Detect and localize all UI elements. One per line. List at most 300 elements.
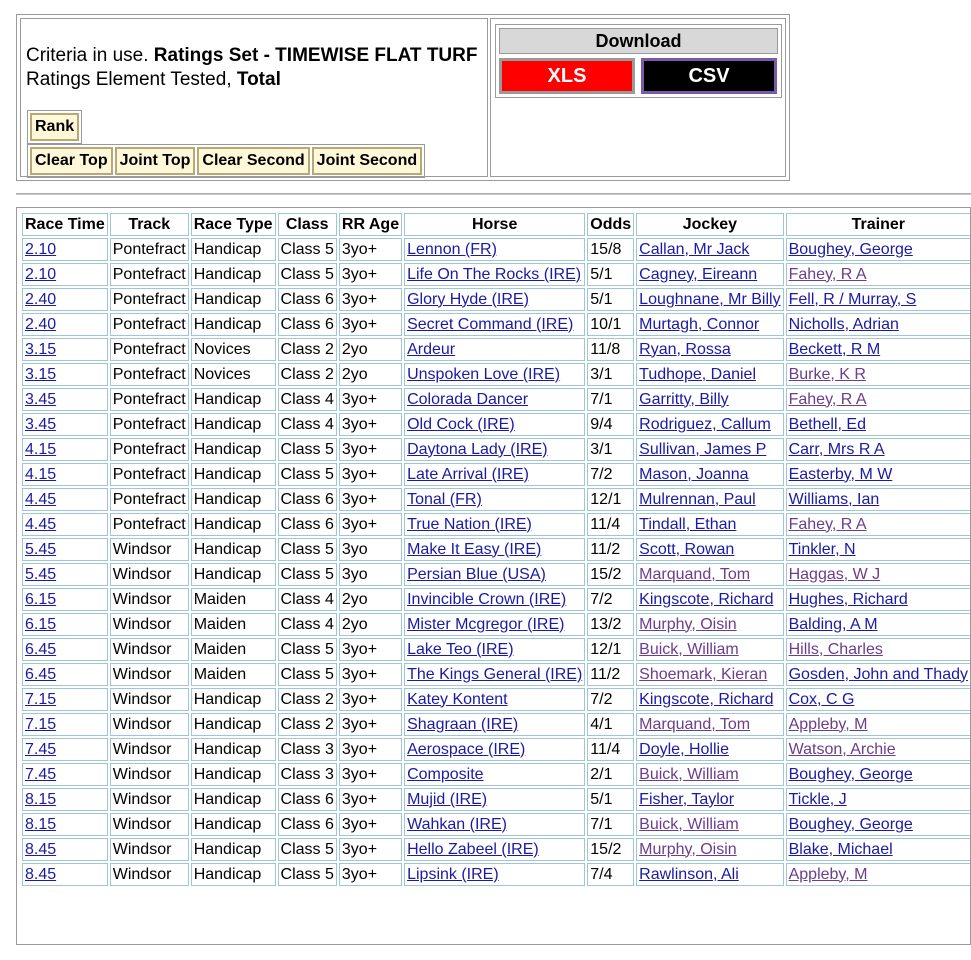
jockey-link[interactable]: Marquand, Tom — [639, 565, 751, 583]
horse-link[interactable]: Aerospace (IRE) — [407, 740, 526, 758]
header-rr-age: RR Age — [339, 213, 402, 236]
track-cell: Windsor — [110, 713, 189, 736]
horse-cell — [404, 538, 585, 561]
horse-cell — [404, 738, 585, 761]
trainer-cell — [786, 588, 971, 611]
class-cell: Class 5 — [278, 563, 337, 586]
joint-second-button[interactable]: Joint Second — [312, 147, 422, 175]
odds-cell: 3/1 — [587, 363, 634, 386]
table-row — [22, 663, 971, 686]
track-cell: Pontefract — [110, 513, 189, 536]
trainer-link[interactable]: Hughes, Richard — [788, 590, 908, 608]
track-cell: Pontefract — [110, 388, 189, 411]
header-race-time: Race Time — [22, 213, 108, 236]
rank-button[interactable]: Rank — [30, 113, 79, 141]
class-cell: Class 6 — [278, 513, 337, 536]
jockey-link[interactable]: Murphy, Oisin — [639, 615, 737, 633]
horse-cell — [404, 438, 585, 461]
element-prefix: Ratings Element Tested, — [26, 69, 237, 90]
class-cell: Class 4 — [278, 588, 337, 611]
track-cell: Windsor — [110, 588, 189, 611]
race-time-link[interactable]: 4.15 — [25, 440, 57, 458]
race-time-cell — [22, 338, 108, 361]
race-time-link[interactable]: 6.45 — [25, 665, 57, 683]
trainer-link[interactable]: Burke, K R — [788, 365, 866, 383]
jockey-link[interactable]: Scott, Rowan — [639, 540, 735, 558]
rr-age-cell: 3yo+ — [339, 713, 402, 736]
jockey-link[interactable]: Loughnane, Mr Billy — [639, 290, 781, 308]
horse-link[interactable]: Ardeur — [407, 340, 456, 358]
race-type-cell: Handicap — [191, 838, 276, 861]
race-type-cell: Handicap — [191, 788, 276, 811]
jockey-link[interactable]: Buick, William — [639, 815, 739, 833]
track-cell: Windsor — [110, 538, 189, 561]
trainer-link[interactable]: Fell, R / Murray, S — [788, 290, 917, 308]
rr-age-cell: 3yo+ — [339, 388, 402, 411]
race-time-cell — [22, 663, 108, 686]
race-time-link[interactable]: 8.45 — [25, 840, 57, 858]
jockey-link[interactable]: Murtagh, Connor — [639, 315, 760, 333]
class-cell: Class 3 — [278, 763, 337, 786]
jockey-link[interactable]: Buick, William — [639, 765, 739, 783]
horse-cell — [404, 788, 585, 811]
class-cell: Class 2 — [278, 688, 337, 711]
class-cell: Class 4 — [278, 413, 337, 436]
jockey-cell — [636, 438, 783, 461]
odds-cell: 12/1 — [587, 488, 634, 511]
odds-cell: 15/8 — [587, 238, 634, 261]
odds-cell: 11/2 — [587, 663, 634, 686]
table-body — [22, 238, 971, 886]
jockey-cell — [636, 538, 783, 561]
track-cell: Pontefract — [110, 438, 189, 461]
horse-link[interactable]: Make It Easy (IRE) — [407, 540, 542, 558]
horse-link[interactable]: Lennon (FR) — [407, 240, 497, 258]
race-time-cell — [22, 613, 108, 636]
trainer-link[interactable]: Tinkler, N — [788, 540, 856, 558]
rank-button-group — [27, 110, 82, 144]
table-row — [22, 838, 971, 861]
race-time-cell — [22, 463, 108, 486]
track-cell: Pontefract — [110, 488, 189, 511]
trainer-cell — [786, 488, 971, 511]
trainer-link[interactable]: Fahey, R A — [788, 390, 867, 408]
trainer-link[interactable]: Cox, C G — [788, 690, 855, 708]
trainer-cell — [786, 663, 971, 686]
race-type-cell: Handicap — [191, 313, 276, 336]
horse-link[interactable]: Composite — [407, 765, 484, 783]
race-type-cell: Maiden — [191, 663, 276, 686]
download-xls-button[interactable]: XLS — [499, 58, 635, 94]
race-time-link[interactable]: 5.45 — [25, 540, 57, 558]
track-cell: Windsor — [110, 663, 189, 686]
criteria-cell — [20, 18, 488, 177]
race-type-cell: Handicap — [191, 863, 276, 886]
race-time-link[interactable]: 8.15 — [25, 815, 57, 833]
horse-link[interactable]: Colorada Dancer — [407, 390, 529, 408]
race-time-link[interactable]: 8.15 — [25, 790, 57, 808]
track-cell: Windsor — [110, 788, 189, 811]
horse-link[interactable]: Hello Zabeel (IRE) — [407, 840, 539, 858]
rr-age-cell: 3yo+ — [339, 638, 402, 661]
jockey-cell — [636, 463, 783, 486]
jockey-cell — [636, 613, 783, 636]
horse-cell — [404, 288, 585, 311]
race-time-cell — [22, 538, 108, 561]
race-time-cell — [22, 263, 108, 286]
rr-age-cell: 3yo+ — [339, 813, 402, 836]
trainer-cell — [786, 338, 971, 361]
rr-age-cell: 3yo+ — [339, 663, 402, 686]
class-cell: Class 2 — [278, 713, 337, 736]
jockey-link[interactable]: Fisher, Taylor — [639, 790, 735, 808]
table-row — [22, 388, 971, 411]
table-row — [22, 438, 971, 461]
rr-age-cell: 3yo+ — [339, 288, 402, 311]
horse-link[interactable]: Wahkan (IRE) — [407, 815, 507, 833]
table-row — [22, 738, 971, 761]
trainer-link[interactable]: Fahey, R A — [788, 265, 867, 283]
odds-cell: 10/1 — [587, 313, 634, 336]
odds-cell: 4/1 — [587, 713, 634, 736]
odds-cell: 15/2 — [587, 838, 634, 861]
race-time-cell — [22, 413, 108, 436]
trainer-link[interactable]: Watson, Archie — [788, 740, 896, 758]
criteria-panel — [16, 14, 790, 181]
odds-cell: 5/1 — [587, 288, 634, 311]
race-time-cell — [22, 363, 108, 386]
horse-link[interactable]: Old Cock (IRE) — [407, 415, 515, 433]
jockey-link[interactable]: Marquand, Tom — [639, 715, 751, 733]
results-table-wrapper — [16, 207, 971, 945]
odds-cell: 7/2 — [587, 688, 634, 711]
race-time-link[interactable]: 3.15 — [25, 340, 57, 358]
race-type-cell: Maiden — [191, 613, 276, 636]
jockey-link[interactable]: Rodriguez, Callum — [639, 415, 771, 433]
class-cell: Class 5 — [278, 663, 337, 686]
trainer-link[interactable]: Beckett, R M — [788, 340, 881, 358]
trainer-link[interactable]: Nicholls, Adrian — [788, 315, 899, 333]
race-type-cell: Maiden — [191, 638, 276, 661]
race-type-cell: Handicap — [191, 763, 276, 786]
odds-cell: 2/1 — [587, 763, 634, 786]
jockey-cell — [636, 738, 783, 761]
class-cell: Class 5 — [278, 838, 337, 861]
rr-age-cell: 3yo+ — [339, 263, 402, 286]
horse-cell — [404, 838, 585, 861]
horse-cell — [404, 663, 585, 686]
horse-cell — [404, 713, 585, 736]
odds-cell: 11/8 — [587, 338, 634, 361]
track-cell: Windsor — [110, 738, 189, 761]
jockey-cell — [636, 788, 783, 811]
horse-link[interactable]: Glory Hyde (IRE) — [407, 290, 529, 308]
race-time-link[interactable]: 2.40 — [25, 290, 57, 308]
race-time-cell — [22, 813, 108, 836]
trainer-cell — [786, 613, 971, 636]
table-row — [22, 363, 971, 386]
ratings-element: Total — [236, 69, 281, 90]
race-time-link[interactable]: 5.45 — [25, 565, 57, 583]
class-cell: Class 5 — [278, 263, 337, 286]
horse-cell — [404, 688, 585, 711]
track-cell: Windsor — [110, 763, 189, 786]
jockey-cell — [636, 413, 783, 436]
table-row — [22, 863, 971, 886]
track-cell: Pontefract — [110, 363, 189, 386]
class-cell: Class 6 — [278, 788, 337, 811]
race-time-cell — [22, 588, 108, 611]
trainer-link[interactable]: Boughey, George — [788, 240, 913, 258]
joint-top-button[interactable]: Joint Top — [115, 147, 196, 175]
rr-age-cell: 3yo+ — [339, 313, 402, 336]
clear-second-button[interactable]: Clear Second — [197, 147, 309, 175]
jockey-cell — [636, 513, 783, 536]
race-time-link[interactable]: 6.15 — [25, 590, 57, 608]
trainer-link[interactable]: Fahey, R A — [788, 515, 867, 533]
race-type-cell: Handicap — [191, 513, 276, 536]
track-cell: Windsor — [110, 813, 189, 836]
horse-link[interactable]: Lake Teo (IRE) — [407, 640, 514, 658]
race-time-link[interactable]: 7.45 — [25, 765, 57, 783]
horse-link[interactable]: Lipsink (IRE) — [407, 865, 499, 883]
race-type-cell: Handicap — [191, 688, 276, 711]
race-time-link[interactable]: 7.45 — [25, 740, 57, 758]
odds-cell: 15/2 — [587, 563, 634, 586]
track-cell: Pontefract — [110, 413, 189, 436]
horse-link[interactable]: Persian Blue (USA) — [407, 565, 546, 583]
odds-cell: 12/1 — [587, 638, 634, 661]
trainer-cell — [786, 788, 971, 811]
trainer-link[interactable]: Bethell, Ed — [788, 415, 866, 433]
class-cell: Class 3 — [278, 738, 337, 761]
trainer-link[interactable]: Hills, Charles — [788, 640, 883, 658]
race-type-cell: Maiden — [191, 588, 276, 611]
odds-cell: 13/2 — [587, 613, 634, 636]
jockey-link[interactable]: Garritty, Billy — [639, 390, 729, 408]
race-time-link[interactable]: 4.45 — [25, 515, 57, 533]
class-cell: Class 5 — [278, 638, 337, 661]
header-horse: Horse — [404, 213, 585, 236]
horse-link[interactable]: The Kings General (IRE) — [407, 665, 583, 683]
rr-age-cell: 2yo — [339, 613, 402, 636]
jockey-link[interactable]: Kingscote, Richard — [639, 590, 774, 608]
download-box — [495, 24, 782, 98]
table-row — [22, 713, 971, 736]
race-time-cell — [22, 738, 108, 761]
trainer-cell — [786, 813, 971, 836]
race-time-link[interactable]: 4.45 — [25, 490, 57, 508]
horse-link[interactable]: Mister Mcgregor (IRE) — [407, 615, 565, 633]
track-cell: Pontefract — [110, 463, 189, 486]
rr-age-cell: 2yo — [339, 363, 402, 386]
odds-cell: 7/4 — [587, 863, 634, 886]
race-time-link[interactable]: 2.10 — [25, 265, 57, 283]
trainer-cell — [786, 263, 971, 286]
odds-cell: 11/4 — [587, 738, 634, 761]
jockey-cell — [636, 338, 783, 361]
ratings-set: Ratings Set - TIMEWISE FLAT TURF — [153, 45, 478, 66]
horse-link[interactable]: Daytona Lady (IRE) — [407, 440, 548, 458]
race-time-link[interactable]: 3.45 — [25, 390, 57, 408]
rr-age-cell: 3yo+ — [339, 838, 402, 861]
trainer-link[interactable]: Tickle, J — [788, 790, 847, 808]
horse-cell — [404, 763, 585, 786]
trainer-cell — [786, 738, 971, 761]
horse-cell — [404, 613, 585, 636]
trainer-link[interactable]: Carr, Mrs R A — [788, 440, 885, 458]
class-cell: Class 5 — [278, 463, 337, 486]
horse-link[interactable]: Invincible Crown (IRE) — [407, 590, 567, 608]
jockey-cell — [636, 488, 783, 511]
horse-cell — [404, 488, 585, 511]
criteria-ratings-line — [26, 45, 477, 67]
race-type-cell: Handicap — [191, 438, 276, 461]
jockey-link[interactable]: Cagney, Eireann — [639, 265, 758, 283]
rr-age-cell: 3yo+ — [339, 763, 402, 786]
class-cell: Class 6 — [278, 488, 337, 511]
jockey-link[interactable]: Mulrennan, Paul — [639, 490, 756, 508]
clear-top-button[interactable]: Clear Top — [30, 147, 113, 175]
rr-age-cell: 3yo+ — [339, 738, 402, 761]
horse-link[interactable]: Mujid (IRE) — [407, 790, 488, 808]
track-cell: Pontefract — [110, 263, 189, 286]
header-class: Class — [278, 213, 337, 236]
track-cell: Windsor — [110, 838, 189, 861]
trainer-link[interactable]: Easterby, M W — [788, 465, 893, 483]
jockey-link[interactable]: Callan, Mr Jack — [639, 240, 750, 258]
trainer-link[interactable]: Appleby, M — [788, 715, 868, 733]
race-time-cell — [22, 563, 108, 586]
table-row — [22, 238, 971, 261]
jockey-link[interactable]: Tudhope, Daniel — [639, 365, 756, 383]
rr-age-cell: 3yo+ — [339, 688, 402, 711]
race-time-link[interactable]: 2.10 — [25, 240, 57, 258]
jockey-cell — [636, 663, 783, 686]
race-time-link[interactable]: 3.15 — [25, 365, 57, 383]
jockey-link[interactable]: Buick, William — [639, 640, 739, 658]
race-time-link[interactable]: 2.40 — [25, 315, 57, 333]
odds-cell: 7/1 — [587, 813, 634, 836]
download-title: Download — [499, 28, 778, 54]
table-row — [22, 613, 971, 636]
jockey-cell — [636, 688, 783, 711]
track-cell: Windsor — [110, 613, 189, 636]
download-csv-button[interactable]: CSV — [641, 58, 777, 94]
trainer-cell — [786, 863, 971, 886]
jockey-link[interactable]: Mason, Joanna — [639, 465, 749, 483]
race-time-link[interactable]: 8.45 — [25, 865, 57, 883]
results-table — [20, 211, 971, 888]
race-time-cell — [22, 388, 108, 411]
horse-link[interactable]: Unspoken Love (IRE) — [407, 365, 561, 383]
horse-cell — [404, 363, 585, 386]
class-cell: Class 2 — [278, 338, 337, 361]
jockey-link[interactable]: Sullivan, James P — [639, 440, 767, 458]
rr-age-cell: 3yo+ — [339, 788, 402, 811]
trainer-link[interactable]: Haggas, W J — [788, 565, 881, 583]
race-time-link[interactable]: 6.15 — [25, 615, 57, 633]
class-cell: Class 6 — [278, 813, 337, 836]
horse-link[interactable]: Late Arrival (IRE) — [407, 465, 529, 483]
jockey-cell — [636, 263, 783, 286]
jockey-link[interactable]: Shoemark, Kieran — [639, 665, 768, 683]
class-cell: Class 2 — [278, 363, 337, 386]
jockey-cell — [636, 288, 783, 311]
horse-link[interactable]: Katey Kontent — [407, 690, 508, 708]
race-time-cell — [22, 488, 108, 511]
horse-link[interactable]: Shagraan (IRE) — [407, 715, 519, 733]
horse-link[interactable]: Life On The Rocks (IRE) — [407, 265, 582, 283]
jockey-cell — [636, 388, 783, 411]
table-row — [22, 588, 971, 611]
trainer-cell — [786, 538, 971, 561]
trainer-link[interactable]: Appleby, M — [788, 865, 868, 883]
horse-link[interactable]: Tonal (FR) — [407, 490, 482, 508]
jockey-link[interactable]: Ryan, Rossa — [639, 340, 731, 358]
horse-link[interactable]: Secret Command (IRE) — [407, 315, 574, 333]
class-cell: Class 6 — [278, 313, 337, 336]
trainer-link[interactable]: Gosden, John and Thady — [788, 665, 968, 683]
odds-cell: 5/1 — [587, 788, 634, 811]
trainer-link[interactable]: Williams, Ian — [788, 490, 880, 508]
header-track: Track — [110, 213, 189, 236]
race-time-link[interactable]: 7.15 — [25, 715, 57, 733]
jockey-link[interactable]: Doyle, Hollie — [639, 740, 729, 758]
trainer-cell — [786, 513, 971, 536]
trainer-link[interactable]: Balding, A M — [788, 615, 878, 633]
jockey-cell — [636, 813, 783, 836]
table-row — [22, 488, 971, 511]
jockey-cell — [636, 763, 783, 786]
rr-age-cell: 2yo — [339, 588, 402, 611]
race-type-cell: Handicap — [191, 713, 276, 736]
horse-cell — [404, 338, 585, 361]
table-row — [22, 338, 971, 361]
horse-link[interactable]: True Nation (IRE) — [407, 515, 532, 533]
trainer-link[interactable]: Blake, Michael — [788, 840, 893, 858]
race-time-link[interactable]: 3.45 — [25, 415, 57, 433]
trainer-link[interactable]: Boughey, George — [788, 765, 913, 783]
race-time-link[interactable]: 6.45 — [25, 640, 57, 658]
jockey-link[interactable]: Tindall, Ethan — [639, 515, 737, 533]
jockey-link[interactable]: Murphy, Oisin — [639, 840, 737, 858]
odds-cell: 11/2 — [587, 538, 634, 561]
class-cell: Class 5 — [278, 863, 337, 886]
race-time-link[interactable]: 4.15 — [25, 465, 57, 483]
table-row — [22, 463, 971, 486]
rr-age-cell: 2yo — [339, 338, 402, 361]
jockey-cell — [636, 563, 783, 586]
jockey-link[interactable]: Rawlinson, Ali — [639, 865, 739, 883]
rr-age-cell: 3yo+ — [339, 238, 402, 261]
horse-cell — [404, 313, 585, 336]
class-cell: Class 5 — [278, 538, 337, 561]
filter-button-group — [27, 144, 425, 178]
horse-cell — [404, 238, 585, 261]
rr-age-cell: 3yo+ — [339, 463, 402, 486]
jockey-link[interactable]: Kingscote, Richard — [639, 690, 774, 708]
race-type-cell: Handicap — [191, 563, 276, 586]
trainer-link[interactable]: Boughey, George — [788, 815, 913, 833]
jockey-cell — [636, 363, 783, 386]
race-time-link[interactable]: 7.15 — [25, 690, 57, 708]
race-type-cell: Handicap — [191, 538, 276, 561]
trainer-cell — [786, 388, 971, 411]
race-time-cell — [22, 688, 108, 711]
criteria-element-line — [26, 69, 281, 91]
table-row — [22, 538, 971, 561]
